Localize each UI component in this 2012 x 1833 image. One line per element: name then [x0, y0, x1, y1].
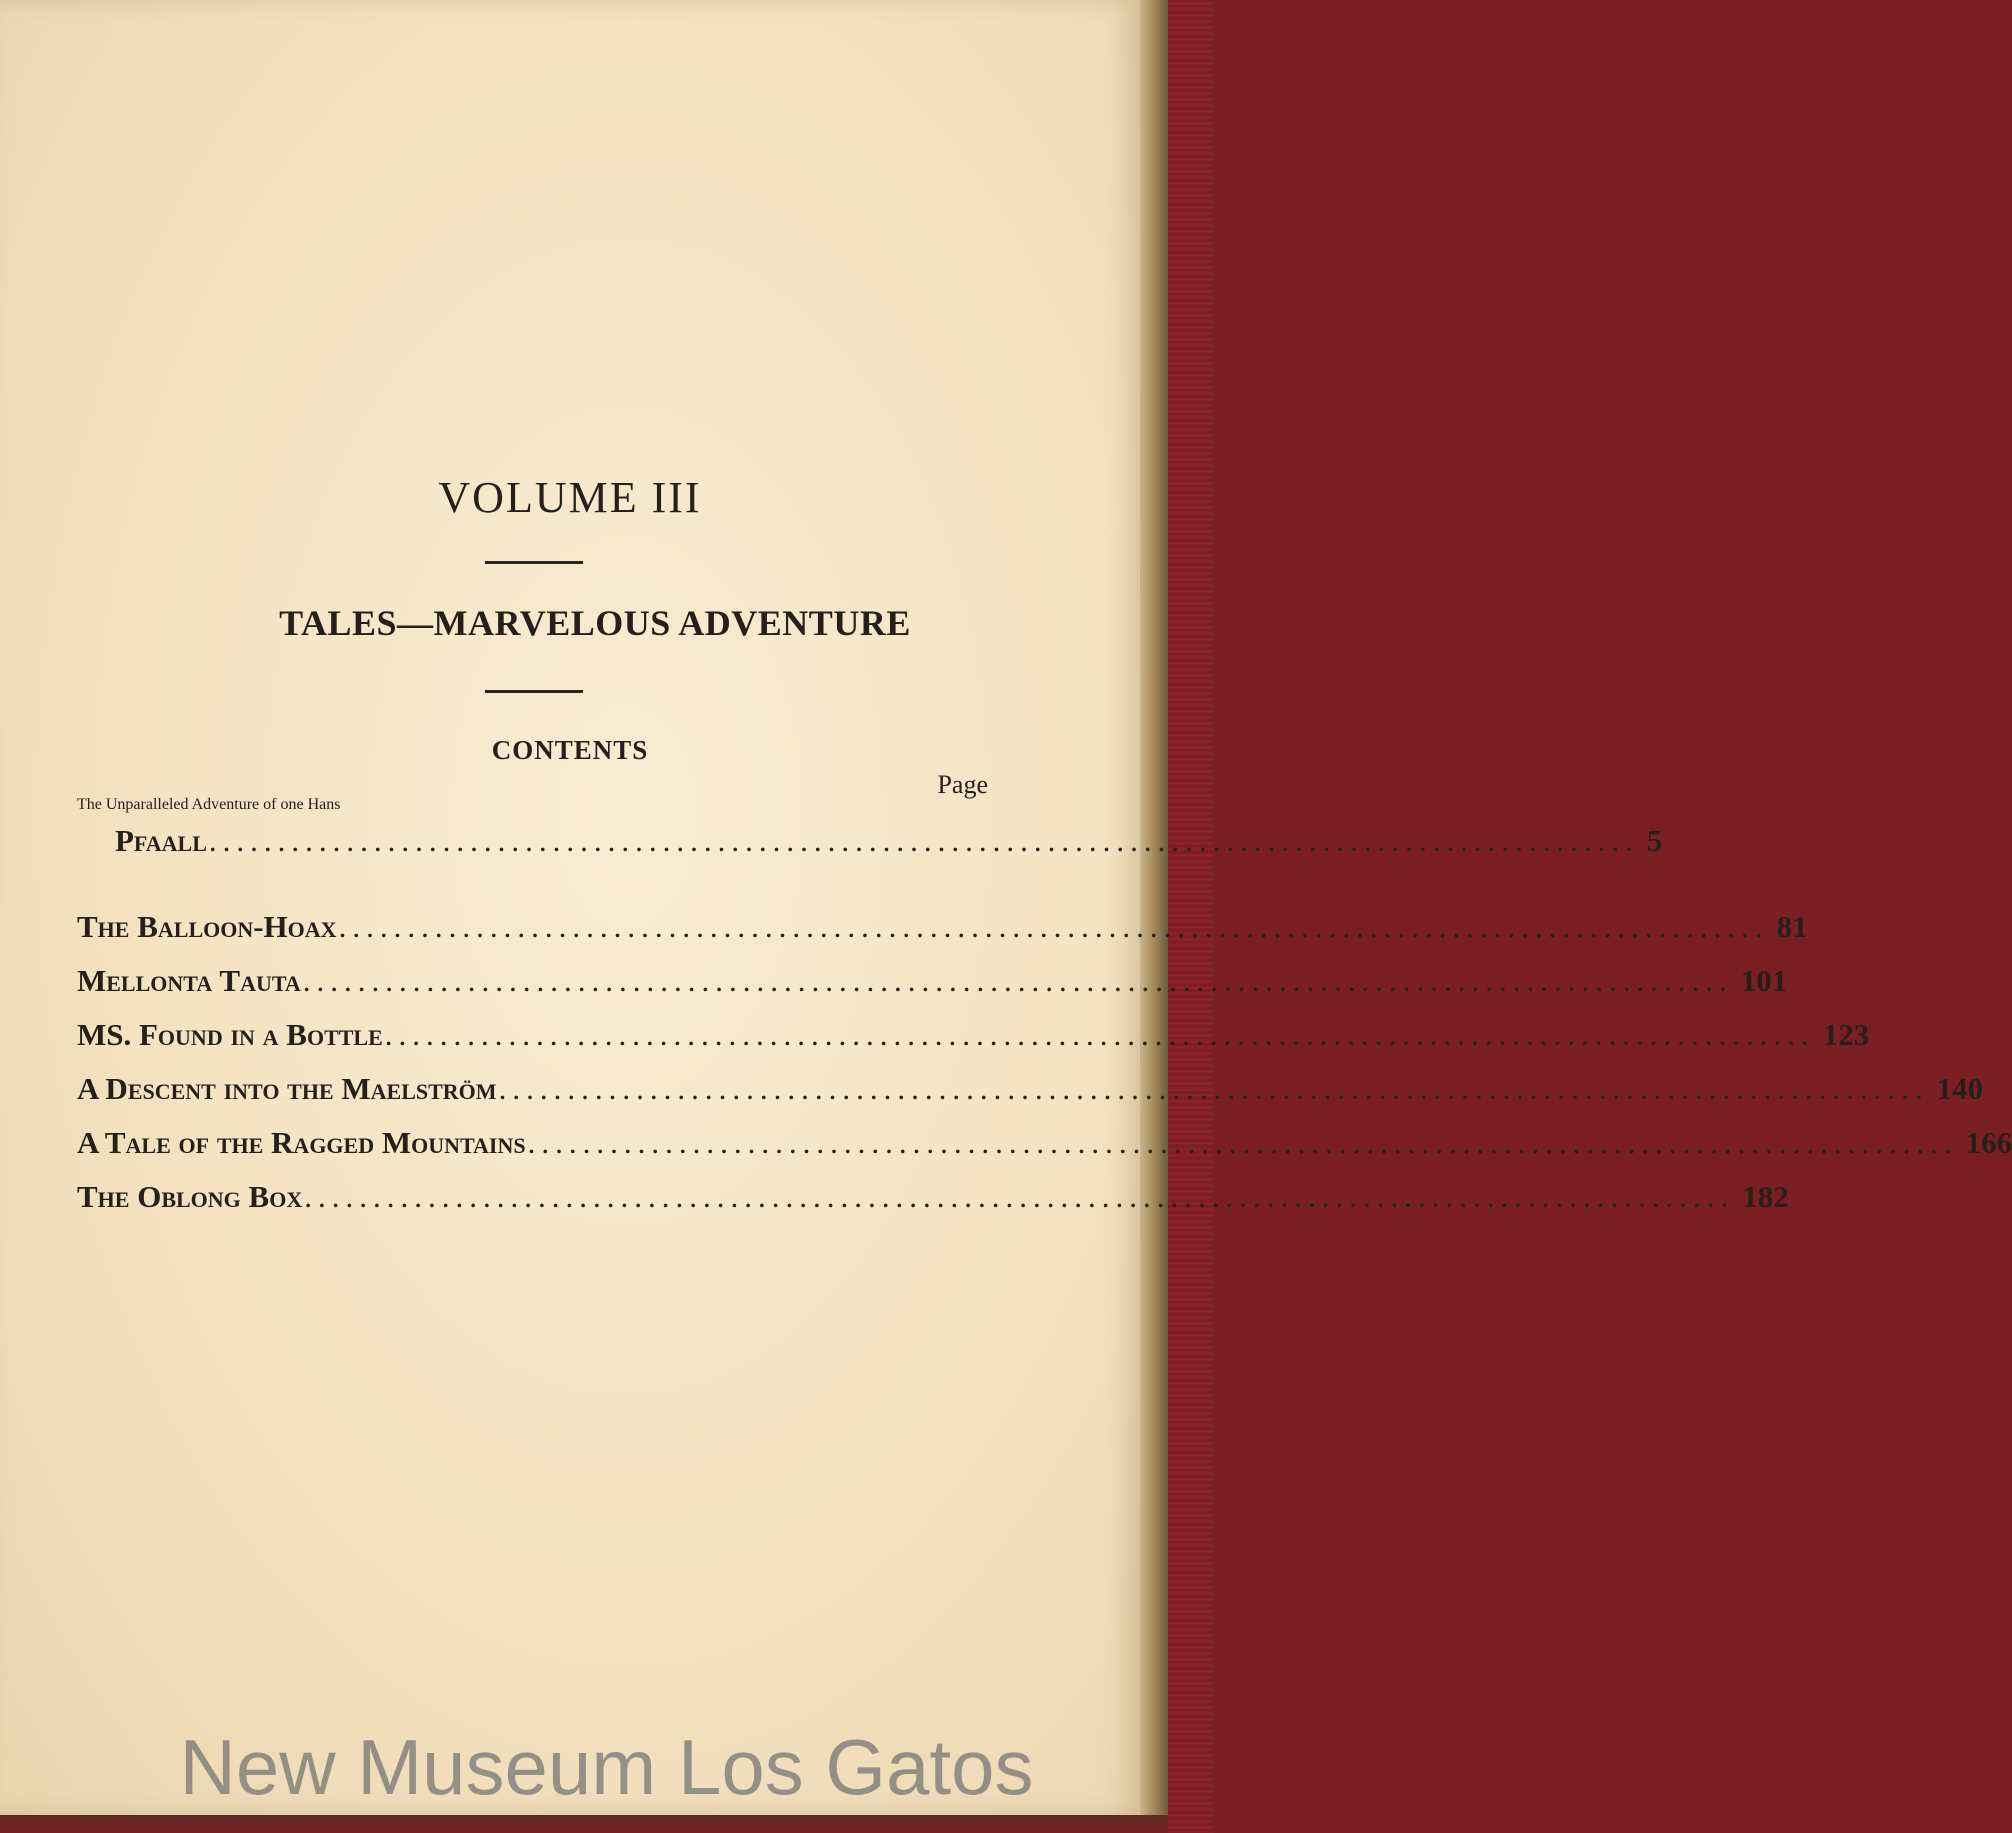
toc-entry: [77, 1116, 2012, 1170]
toc-entry-page: 101: [1740, 963, 1788, 998]
toc-entry-page: 123: [1822, 1017, 1870, 1052]
toc-entry: [77, 1062, 1984, 1116]
contents-heading: CONTENTS: [491, 735, 649, 765]
toc-entry-title: The Oblong Box: [77, 1179, 303, 1214]
toc-entry-title: The Balloon-Hoax: [77, 909, 337, 944]
toc-entry-page: 81: [1776, 909, 1808, 944]
toc-entry: [77, 796, 1663, 900]
watermark: New Museum Los Gatos: [179, 1723, 1034, 1811]
dot-leader: ........................................................................................................: [208, 823, 1639, 858]
dot-leader: ........................................................................................................: [338, 909, 1769, 944]
book-bottom-edge: [0, 1815, 1168, 1833]
toc-entry-title: MS. Found in a Bottle: [77, 1017, 383, 1052]
toc-entry-title: A Descent into the Maelström: [77, 1071, 497, 1106]
toc-entry: [77, 954, 1788, 1008]
volume-title: VOLUME III: [438, 473, 702, 522]
toc-entry-page: 5: [1646, 823, 1663, 858]
toc-entry-page: 140: [1936, 1071, 1984, 1106]
divider-rule: [485, 690, 583, 693]
dot-leader: ........................................................................................................: [302, 963, 1733, 998]
page-column-label: Page: [937, 770, 988, 799]
toc-entry-title: Mellonta Tauta: [77, 963, 301, 998]
toc-entry-title: Pfaall: [115, 823, 207, 858]
toc-entry: [77, 1008, 1870, 1062]
dot-leader: ........................................................................................................: [498, 1071, 1929, 1106]
toc-entry-title-line1: The Unparalleled Adventure of one Hans: [77, 796, 341, 813]
toc-entry-title: A Tale of the Ragged Mountains: [77, 1125, 526, 1160]
dot-leader: ........................................................................................................: [304, 1179, 1735, 1214]
table-of-contents: [77, 796, 2012, 1224]
toc-entry-page: 182: [1742, 1179, 1789, 1214]
dot-leader: ........................................................................................................: [527, 1125, 1958, 1160]
toc-entry: [77, 1170, 1789, 1224]
toc-entry: [77, 900, 1808, 954]
dot-leader: ........................................................................................................: [384, 1017, 1815, 1052]
toc-entry-page: 166: [1965, 1125, 2012, 1160]
section-subtitle: TALES—MARVELOUS ADVENTURE: [279, 603, 911, 643]
divider-rule: [485, 561, 583, 564]
